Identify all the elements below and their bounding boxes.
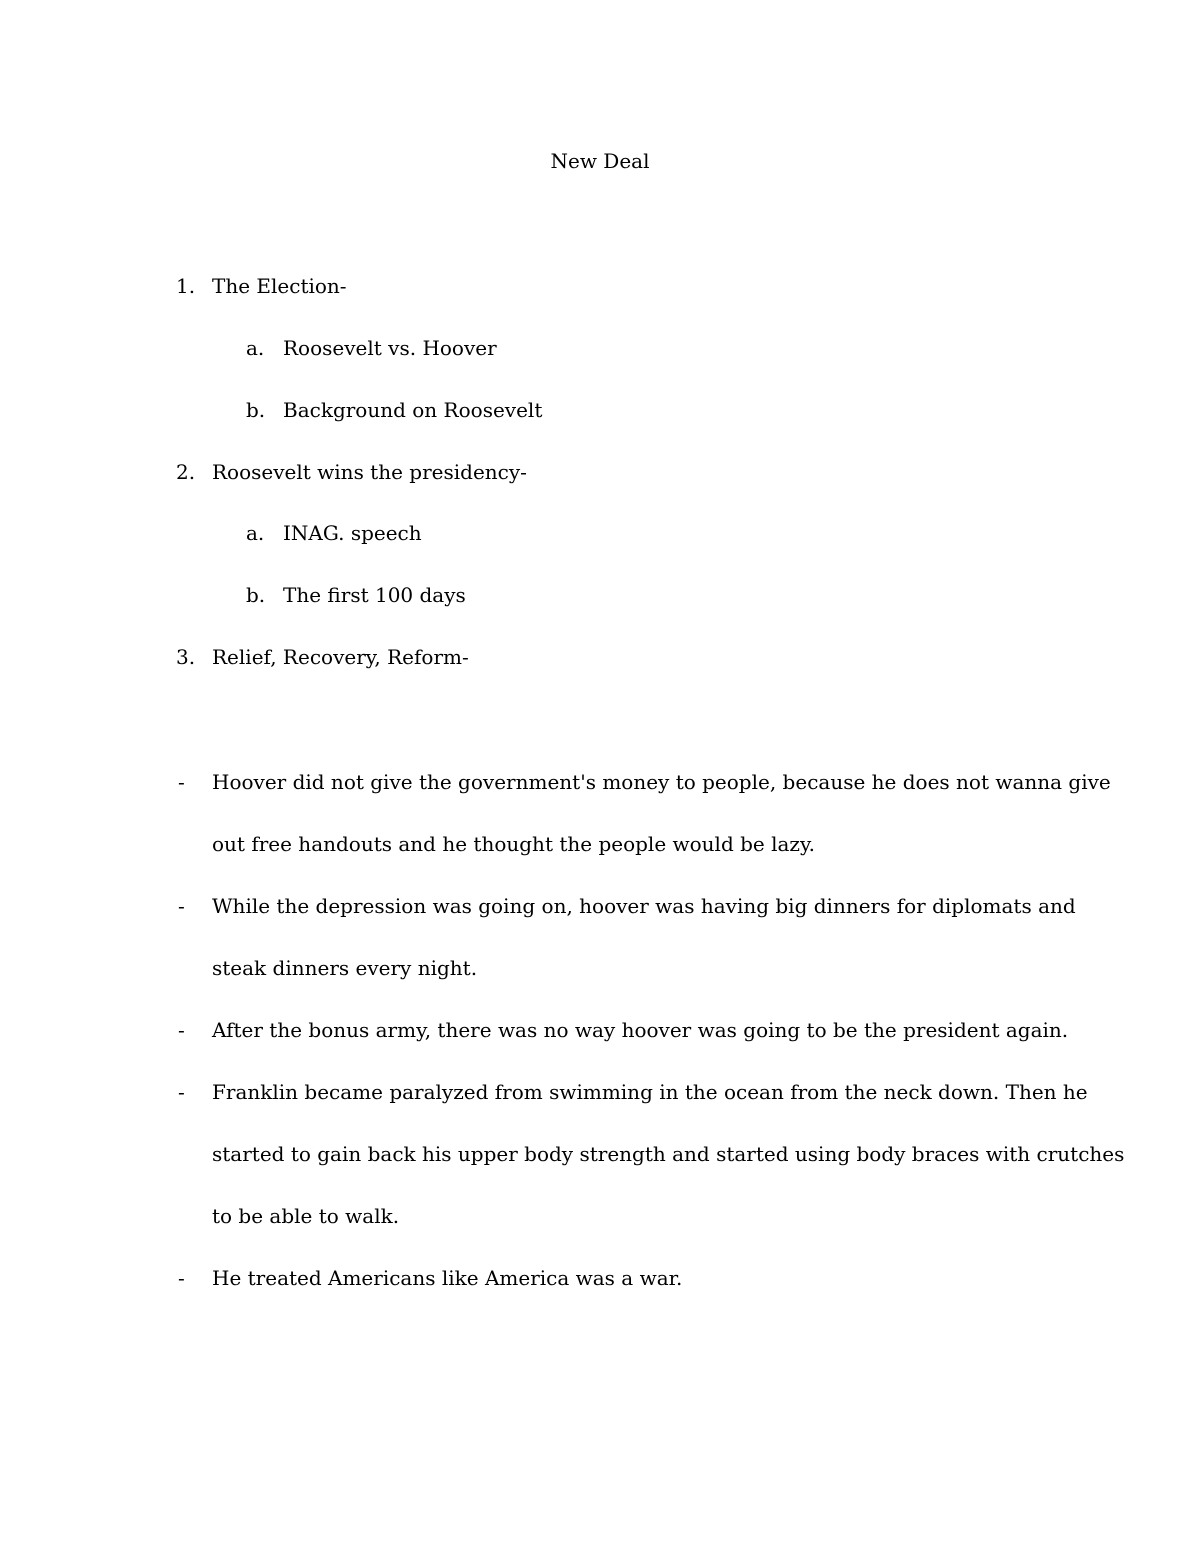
- note-line: While the depression was going on, hoover was having big dinners for diplomats and: [212, 894, 1076, 918]
- note-dash: -: [178, 1080, 185, 1104]
- outline-text: Relief, Recovery, Reform-: [212, 645, 469, 669]
- note-line: Hoover did not give the government's money to people, because he does not wanna give: [212, 770, 1111, 794]
- outline-subitem-text: The first 100 days: [283, 583, 466, 607]
- note-line: to be able to walk.: [212, 1204, 400, 1228]
- note-line: After the bonus army, there was no way hoover was going to be the president again.: [212, 1018, 1069, 1042]
- outline-subitem-text: Background on Roosevelt: [283, 398, 543, 422]
- outline-subitem-text: Roosevelt vs. Hoover: [283, 336, 497, 360]
- outline-letter: a.: [246, 521, 265, 545]
- note-line: Franklin became paralyzed from swimming in the ocean from the neck down. Then he: [212, 1080, 1088, 1104]
- outline-text: Roosevelt wins the presidency-: [212, 460, 527, 484]
- page-title: New Deal: [550, 149, 650, 173]
- outline-number: 1.: [176, 274, 196, 298]
- outline-subitem-text: INAG. speech: [283, 521, 422, 545]
- note-line: out free handouts and he thought the people would be lazy.: [212, 832, 815, 856]
- note-dash: -: [178, 1018, 185, 1042]
- outline-letter: b.: [246, 583, 266, 607]
- note-line: started to gain back his upper body strength and started using body braces with crutches: [212, 1142, 1125, 1166]
- outline-letter: b.: [246, 398, 266, 422]
- outline-number: 3.: [176, 645, 196, 669]
- note-dash: -: [178, 1266, 185, 1290]
- note-line: steak dinners every night.: [212, 956, 478, 980]
- note-line: He treated Americans like America was a war.: [212, 1266, 683, 1290]
- note-dash: -: [178, 894, 185, 918]
- outline-text: The Election-: [212, 274, 347, 298]
- note-dash: -: [178, 770, 185, 794]
- outline-letter: a.: [246, 336, 265, 360]
- outline-number: 2.: [176, 460, 196, 484]
